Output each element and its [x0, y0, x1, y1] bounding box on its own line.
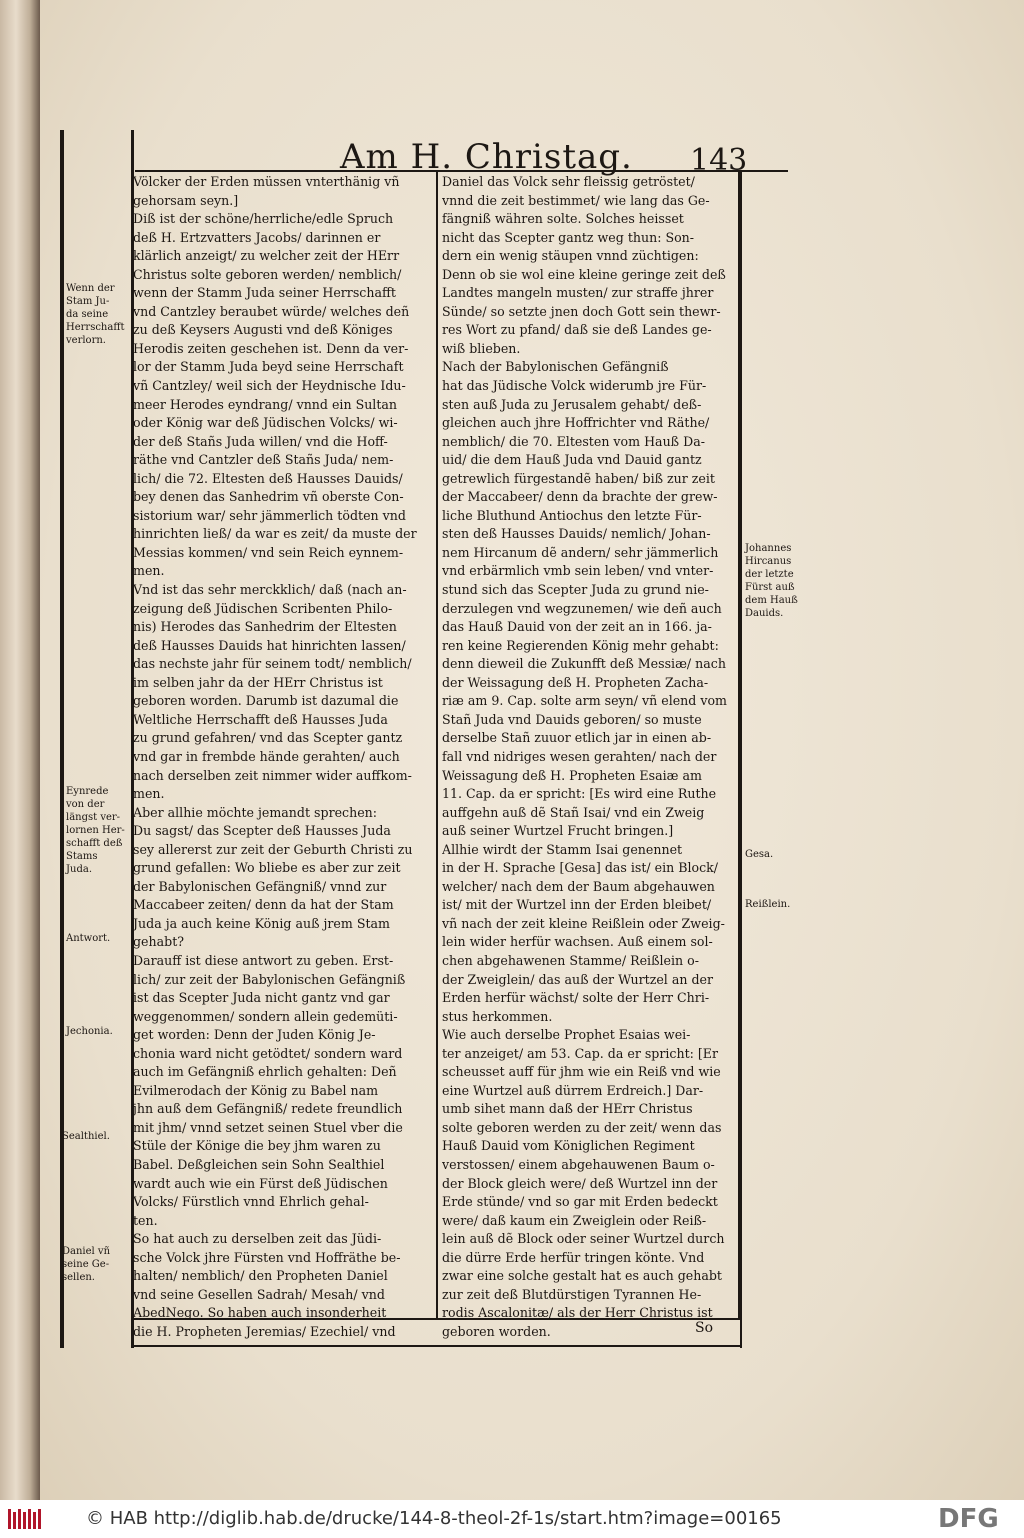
text-line: Weissagung deß H. Propheten Esaiæ am	[442, 767, 702, 783]
text-line: vnd erbärmlich vmb sein leben/ vnd vnter-	[442, 563, 714, 579]
margin-note-left-6	[62, 1245, 110, 1284]
text-line: der Zweiglein/ das auß der Wurtzel an der	[442, 971, 713, 987]
book-binding-edge	[0, 0, 40, 1500]
margin-note-left-2	[66, 785, 125, 876]
text-line: So hat auch zu derselben zeit das Jüdi-	[133, 1231, 382, 1247]
text-line: vnd Cantzley beraubet würde/ welches deñ	[133, 303, 410, 319]
text-line: lich/ zur zeit der Babylonischen Gefängniß	[133, 971, 406, 987]
text-line: wiß blieben.	[442, 340, 521, 356]
text-line: stus herkommen.	[442, 1008, 553, 1024]
text-line: dern ein wenig stäupen vnnd züchtigen:	[442, 248, 699, 264]
text-line: Nach der Babylonischen Gefängniß	[442, 359, 669, 375]
text-line: derzulegen vnd wegzunemen/ wie deñ auch	[442, 600, 722, 616]
text-line: Herodis zeiten geschehen ist. Denn da ver-	[133, 340, 409, 356]
margin-note-line: Eynrede	[66, 786, 109, 797]
margin-note-right-1	[745, 542, 798, 620]
text-line: sistorium war/ sehr jämmerlich tödten vnd	[133, 507, 406, 523]
text-line: fängniß währen solte. Solches heisset	[442, 211, 684, 227]
text-line: die dürre Erde herfür tringen könte. Vnd	[442, 1249, 705, 1265]
text-line: men.	[133, 786, 165, 802]
text-line: im selben jahr da der HErr Christus ist	[133, 674, 383, 690]
text-line: men.	[133, 563, 165, 579]
text-line: verstossen/ einem abgehauwenen Baum o-	[442, 1156, 715, 1172]
text-line: vnnd die zeit bestimmet/ wie lang das Ge-	[442, 192, 710, 208]
margin-note-line: schafft deß	[66, 838, 123, 849]
text-line: wenn der Stamm Juda seiner Herrschafft	[133, 285, 396, 301]
text-line: derselbe Stañ zuuor etlich jar in einen ab-	[442, 730, 712, 746]
text-line: denn dieweil die Zukunfft deß Messiæ/ nach	[442, 656, 726, 672]
text-line: nem Hircanum dẽ andern/ sehr jämmerlich	[442, 544, 719, 560]
text-line: AbedNego. So haben auch insonderheit	[133, 1305, 387, 1321]
margin-note-line: Juda.	[66, 864, 92, 875]
text-line: liche Bluthund Antiochus den letzte Für-	[442, 507, 702, 523]
text-line: deß H. Ertzvatters Jacobs/ darinnen er	[133, 229, 381, 245]
footer-bar	[0, 1500, 1024, 1538]
text-line: der deß Stañs Juda willen/ vnd die Hoff-	[133, 433, 388, 449]
text-line: vnd seine Gesellen Sadrah/ Mesah/ vnd	[133, 1286, 385, 1302]
text-line: Christus solte geboren werden/ nemblich/	[133, 266, 402, 282]
margin-note-line: lornen Her-	[66, 825, 125, 836]
text-line: gleichen auch jhre Hoffrichter vnd Räthe/	[442, 415, 710, 431]
text-line: Weltliche Herrschafft deß Hausses Juda	[133, 711, 388, 727]
text-line: Evilmerodach der König zu Babel nam	[133, 1082, 379, 1098]
text-line: fall vnd nidriges wesen gerahten/ nach der	[442, 748, 717, 764]
margin-note-line: sellen.	[62, 1272, 95, 1283]
text-line: auffgehn auß dẽ Stañ Isai/ vnd ein Zweig	[442, 804, 705, 820]
margin-note-left-1	[66, 282, 124, 347]
margin-note-line: von der	[66, 799, 105, 810]
text-line: zu deß Keysers Augusti vnd deß Königes	[133, 322, 393, 338]
text-line: stund sich das Scepter Juda zu grund nie-	[442, 582, 709, 598]
text-line: riæ am 9. Cap. solte arm seyn/ vñ elend vom	[442, 693, 728, 709]
text-line: weggenommen/ sondern allein gedemüti-	[133, 1008, 398, 1024]
text-line: bey denen das Sanhedrim vñ oberste Con-	[133, 489, 404, 505]
text-line: gehabt?	[133, 934, 185, 950]
text-line: jhn auß dem Gefängniß/ redete freundlich	[133, 1101, 403, 1117]
text-line: 11. Cap. da er spricht: [Es wird eine Ruthe	[442, 786, 717, 802]
text-line: gehorsam seyn.]	[133, 192, 239, 208]
text-line: ist/ mit der Wurtzel inn der Erden bleibet/	[442, 897, 712, 913]
text-line: zwar eine solche gestalt hat es auch gehabt	[442, 1268, 722, 1284]
text-line: lein auß dẽ Block oder seiner Wurtzel durch	[442, 1231, 725, 1247]
margin-note-left-5	[62, 1130, 110, 1143]
text-line: umb sihet mann daß der HErr Christus	[442, 1101, 693, 1117]
text-line: räthe vnd Cantzler deß Stañs Juda/ nem-	[133, 452, 394, 468]
text-line: vñ nach der zeit kleine Reißlein oder Zweig-	[442, 915, 725, 931]
text-line: vñ Cantzley/ weil sich der Heydnische Idu-	[133, 378, 406, 394]
text-line: lor der Stamm Juda beyd seine Herrschaft	[133, 359, 404, 375]
text-line: Daniel das Volck sehr fleissig getröstet/	[442, 174, 695, 189]
text-line: zur zeit deß Blutdürstigen Tyrannen He-	[442, 1286, 702, 1302]
text-line: nemblich/ die 70. Eltesten vom Hauß Da-	[442, 433, 705, 449]
text-line: ten.	[133, 1212, 158, 1228]
text-line: in der H. Sprache [Gesa] das ist/ ein Block/	[442, 860, 719, 876]
margin-note-line: Stam Ju-	[66, 296, 110, 307]
text-line: Hauß Dauid vom Königlichen Regiment	[442, 1138, 695, 1154]
text-line: res Wort zu pfand/ daß sie deß Landes ge-	[442, 322, 712, 338]
text-line: Denn ob sie wol eine kleine geringe zeit deß	[442, 266, 726, 282]
text-line: grund gefallen: Wo bliebe es aber zur zeit	[133, 860, 401, 876]
text-line: die H. Propheten Jeremias/ Ezechiel/ vnd	[133, 1323, 396, 1339]
text-line: zu grund gefahren/ vnd das Scepter gantz	[133, 730, 403, 746]
text-line: Babel. Deßgleichen sein Sohn Sealthiel	[133, 1156, 385, 1172]
margin-note-left-3	[66, 932, 110, 945]
catchword: So	[695, 1320, 714, 1336]
text-line: chen abgehawenen Stamme/ Reißlein o-	[442, 952, 699, 968]
text-line: nicht das Scepter gantz weg thun: Son-	[442, 229, 695, 245]
text-line: Du sagst/ das Scepter deß Hausses Juda	[133, 823, 391, 839]
text-line: geboren worden.	[442, 1323, 551, 1339]
text-line: wardt auch wie ein Fürst deß Jüdischen	[133, 1175, 388, 1191]
text-line: deß Hausses Dauids hat hinrichten lassen/	[133, 637, 406, 653]
margin-note-line: Gesa.	[745, 849, 774, 860]
text-line: eine Wurtzel auß dürrem Erdreich.] Dar-	[442, 1082, 704, 1098]
text-line: das Hauß Dauid von der zeit an in 166. ja-	[442, 619, 712, 635]
margin-note-line: da seine	[66, 309, 109, 320]
text-line: Stüle der Könige die bey jhm waren zu	[133, 1138, 381, 1154]
right-text-column	[442, 173, 740, 1341]
text-line: halten/ nemblich/ den Propheten Daniel	[133, 1268, 388, 1284]
text-line: lich/ die 72. Eltesten deß Hausses Dauids/	[133, 470, 403, 486]
right-outer-rule	[740, 170, 742, 1348]
text-line: getrewlich fürgestandẽ haben/ biß zur zeit	[442, 470, 715, 486]
text-line: oder König war deß Jüdischen Volcks/ wi-	[133, 415, 398, 431]
margin-note-line: seine Ge-	[62, 1259, 110, 1270]
margin-note-left-4	[66, 1025, 113, 1038]
text-line: der Maccabeer/ denn da brachte der grew-	[442, 489, 718, 505]
text-line: zeigung deß Jüdischen Scribenten Philo-	[133, 600, 393, 616]
footer-rule	[131, 1345, 742, 1347]
text-line: ren keine Regierenden König mehr gehabt:	[442, 637, 719, 653]
running-title: Am H. Christag.	[340, 137, 633, 177]
text-line: solte geboren werden zu der zeit/ wenn das	[442, 1119, 722, 1135]
column-divider-rule	[436, 170, 438, 1318]
margin-note-line: Reißlein.	[745, 899, 791, 910]
margin-note-line: verlorn.	[66, 335, 106, 346]
text-line: der Block gleich were/ deß Wurtzel inn der	[442, 1175, 718, 1191]
text-line: Juda ja auch keine König auß jrem Stam	[133, 915, 390, 931]
text-line: Erden herfür wächst/ solte der Herr Chri-	[442, 990, 710, 1006]
text-line: mit jhm/ vnnd setzet seinen Stuel vber die	[133, 1119, 403, 1135]
left-outer-rule	[60, 130, 64, 1348]
margin-note-line: der letzte	[745, 569, 794, 580]
margin-note-line: dem Hauß	[745, 595, 798, 606]
text-line: Diß ist der schöne/herrliche/edle Spruch	[133, 211, 394, 227]
text-line: ist das Scepter Juda nicht gantz vnd gar	[133, 990, 390, 1006]
dfg-logo: DFG	[938, 1504, 999, 1534]
text-line: get worden: Denn der Juden König Je-	[133, 1027, 376, 1043]
text-line: Aber allhie möchte jemandt sprechen:	[133, 804, 378, 820]
hab-logo-icon	[8, 1509, 44, 1529]
margin-note-line: längst ver-	[66, 812, 121, 823]
text-line: Vnd ist das sehr merckklich/ daß (nach an-	[133, 582, 407, 598]
margin-note-line: Jechonia.	[66, 1026, 113, 1037]
text-line: Landtes mangeln musten/ zur straffe jhrer	[442, 285, 714, 301]
text-line: were/ daß kaum ein Zweiglein oder Reiß-	[442, 1212, 707, 1228]
text-line: Sünde/ so setzte jnen doch Gott sein thewr-	[442, 303, 721, 319]
text-line: Erde stünde/ vnd so gar mit Erden bedeckt	[442, 1194, 718, 1210]
text-line: uid/ die dem Hauß Juda vnd Dauid gantz	[442, 452, 702, 468]
margin-note-line: Daniel vñ	[62, 1246, 111, 1257]
text-line: der Babylonischen Gefängniß/ vnnd zur	[133, 878, 387, 894]
text-line: Allhie wirdt der Stamm Isai genennet	[442, 841, 683, 857]
text-line: ter anzeiget/ am 53. Cap. da er spricht: [Er	[442, 1045, 719, 1061]
text-line: sten deß Hausses Dauids/ nemlich/ Johan-	[442, 526, 711, 542]
text-line: klärlich anzeigt/ zu welcher zeit der HErr	[133, 248, 400, 264]
copyright-url-text: © HAB http://diglib.hab.de/drucke/144-8-theol-2f-1s/start.htm?image=00165	[86, 1508, 782, 1529]
text-line: Völcker der Erden müssen vnterthänig vñ	[133, 174, 400, 189]
text-line: lein wider herfür wachsen. Auß einem sol-	[442, 934, 713, 950]
margin-note-line: Fürst auß	[745, 582, 795, 593]
text-line: Darauff ist diese antwort zu geben. Erst-	[133, 952, 394, 968]
margin-note-line: Sealthiel.	[62, 1131, 110, 1142]
text-line: welcher/ nach dem der Baum abgehauwen	[442, 878, 715, 894]
text-line: Stañ Juda vnd Dauids geboren/ so muste	[442, 711, 702, 727]
text-line: Volcks/ Fürstlich vnnd Ehrlich gehal-	[133, 1194, 369, 1210]
margin-note-line: Herrschafft	[66, 322, 125, 333]
text-line: das nechste jahr für seinem todt/ nemblich/	[133, 656, 412, 672]
page-number: 143	[690, 143, 748, 178]
margin-note-line: Antwort.	[66, 933, 111, 944]
text-line: Messias kommen/ vnd sein Reich eynnem-	[133, 544, 404, 560]
text-line: sten auß Juda zu Jerusalem gehabt/ deß-	[442, 396, 702, 412]
text-line: der Weissagung deß H. Propheten Zacha-	[442, 674, 709, 690]
left-text-column	[133, 173, 435, 1341]
text-line: sche Volck jhre Fürsten vnd Hoffräthe be-	[133, 1249, 401, 1265]
text-line: rodis Ascalonitæ/ als der Herr Christus ist	[442, 1305, 713, 1321]
text-line: meer Herodes eyndrang/ vnnd ein Sultan	[133, 396, 398, 412]
text-line: geboren worden. Darumb ist dazumal die	[133, 693, 399, 709]
margin-note-line: Johannes	[745, 543, 792, 554]
text-line: nach derselben zeit nimmer wider auffkom-	[133, 767, 412, 783]
text-line: vnd gar in frembde hände gerahten/ auch	[133, 748, 400, 764]
text-line: nis) Herodes das Sanhedrim der Eltesten	[133, 619, 397, 635]
margin-note-line: Stams	[66, 851, 98, 862]
margin-note-line: Wenn der	[66, 283, 115, 294]
text-line: sey allererst zur zeit der Geburth Christi zu	[133, 841, 413, 857]
margin-note-line: Dauids.	[745, 608, 784, 619]
margin-note-right-2	[745, 848, 773, 861]
text-line: hinrichten ließ/ da war es zeit/ da muste der	[133, 526, 417, 542]
text-line: chonia ward nicht getödtet/ sondern ward	[133, 1045, 403, 1061]
margin-note-right-3	[745, 898, 790, 911]
text-line: Wie auch derselbe Prophet Esaias wei-	[442, 1027, 691, 1043]
text-line: hat das Jüdische Volck widerumb jre Für-	[442, 378, 707, 394]
margin-note-line: Hircanus	[745, 556, 792, 567]
text-line: Maccabeer zeiten/ denn da hat der Stam	[133, 897, 394, 913]
text-line: auch im Gefängniß ehrlich gehalten: Deñ	[133, 1064, 397, 1080]
text-line: scheusset auff für jhm wie ein Reiß vnd wie	[442, 1064, 721, 1080]
text-line: auß seiner Wurtzel Frucht bringen.]	[442, 823, 674, 839]
